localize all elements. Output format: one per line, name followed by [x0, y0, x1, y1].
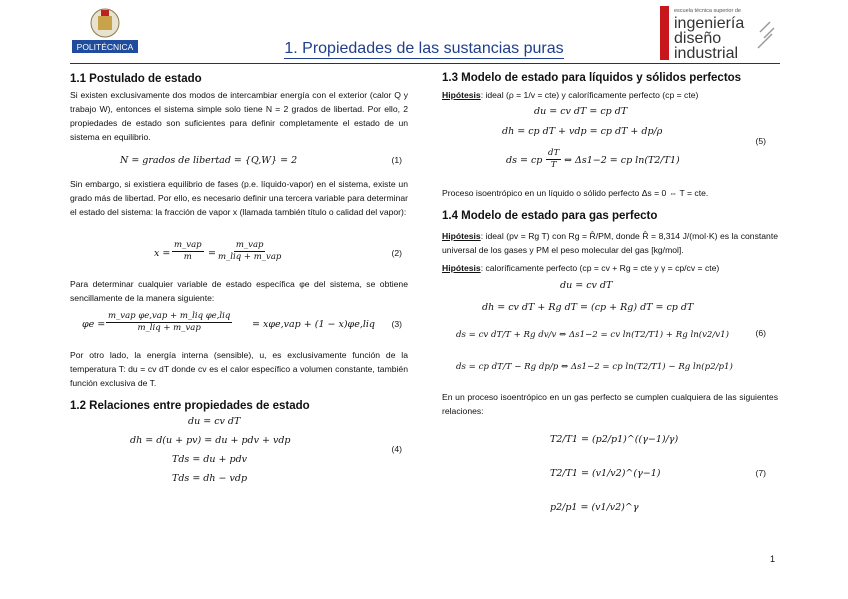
section-1-1-paragraph-2: Sin embargo, si existiera equilibrio de fases (p.e. líquido-vapor) en el sistema, existe un grado más de libertad. Por ello, es necesario definir una tercera variable para determinar el estado del sistema: la fracción de vapor x (llamada también título o calidad del vapor):: [70, 179, 408, 217]
page-number: 1: [770, 554, 776, 564]
equation-6: du = cv dT dh = cv dT + Rg dT = (cp + Rg) dT = cp dT ds = cv dT/T + Rg dv/v ⇔ Δs1−2 = cv ln(T2/T1) + Rg ln(v2/v1) ds = cp dT/T − Rg dp/p ⇔ Δs1−2 = cp ln(T2/T1) − Rg ln(p2/p1) (6): [456, 280, 766, 372]
page-title: 1. Propiedades de las sustancias puras: [284, 40, 564, 57]
section-1-3-paragraph: Proceso isoentrópico en un líquido o sólido perfecto Δs = 0 ⇔ T = cte.: [442, 188, 709, 198]
section-1-2-heading: 1.2 Relaciones entre propiedades de estado: [70, 400, 310, 412]
school-logo-small: escuela técnica superior de: [674, 8, 741, 14]
equation-3: φe = m_vap φe,vap + m_liq φe,liq m_liq + m_vap = xφe,vap + (1 − x)φe,liq (3): [82, 311, 402, 333]
section-1-3-heading: 1.3 Modelo de estado para líquidos y sólidos perfectos: [442, 72, 742, 84]
equation-5: du = cv dT = cp dT dh = cp dT + vdp = cp dT + dp/ρ ds = cp $\frac{dT}{T}$ ⇔ Δs1−2 = cp ln(T2/T1) (5): [502, 106, 766, 170]
section-1-1-paragraph-4: Por otro lado, la energía interna (sensible), u, es exclusivamente función de la temperatura T: du = cv dT donde cv es el calor específico a volumen constante, también función exclusiva de T.: [70, 350, 408, 388]
upm-logo-text: POLITÉCNICA: [76, 42, 134, 52]
school-logo-line-3: industrial: [674, 45, 739, 62]
section-1-4-paragraph: En un proceso isoentrópico en un gas perfecto se cumplen cualquiera de las siguientes relaciones:: [442, 392, 778, 416]
section-1-1-paragraph-3: Para determinar cualquier variable de estado específica φe del sistema, se obtiene sencillamente de la manera siguiente:: [70, 279, 408, 303]
section-1-4-heading: 1.4 Modelo de estado para gas perfecto: [442, 210, 658, 222]
section-1-4-hypothesis-2: Hipótesis: caloríficamente perfecto (cp = cv + Rg = cte y γ = cp/cv = cte): [442, 263, 720, 273]
school-logo-line-1: ingeniería: [674, 15, 745, 32]
equation-2: x = m_vap m = m_vap m_liq + m_vap (2): [154, 240, 402, 262]
equation-1: N = grados de libertad = {Q,W} = 2 (1): [120, 155, 402, 166]
section-1-1-heading: 1.1 Postulado de estado: [70, 73, 202, 85]
title-divider: [70, 63, 780, 64]
equation-4: du = cv dT dh = d(u + pv) = du + pdv + vdp Tds = du + pdv Tds = dh − vdp (4): [130, 416, 402, 484]
equation-7: T2/T1 = (p2/p1)^((γ−1)/γ) T2/T1 = (v1/v2)^(γ−1) p2/p1 = (v1/v2)^γ (7): [550, 434, 766, 513]
section-1-1-paragraph-1: Si existen exclusivamente dos modos de intercambiar energía con el exterior (calor Q y trabajo W), entonces el sistema simple solo tiene N = 2 grados de libertad. Por ello, 2 propiedades de estado son suficientes para definir completamente el estado de un sistema en equilibrio.: [70, 90, 408, 142]
school-logo-line-2: diseño: [674, 30, 722, 47]
section-1-3-hypothesis: Hipótesis: ideal (ρ = 1/v = cte) y caloríficamente perfecto (cp = cte): [442, 90, 699, 100]
section-1-4-hypothesis-1: Hipótesis: ideal (pv = Rg T) con Rg = R̂/PM, donde R̂ = 8,314 J/(mol·K) es la constante universal de los gases y PM el peso molecular del gas [kg/mol].: [442, 231, 778, 255]
